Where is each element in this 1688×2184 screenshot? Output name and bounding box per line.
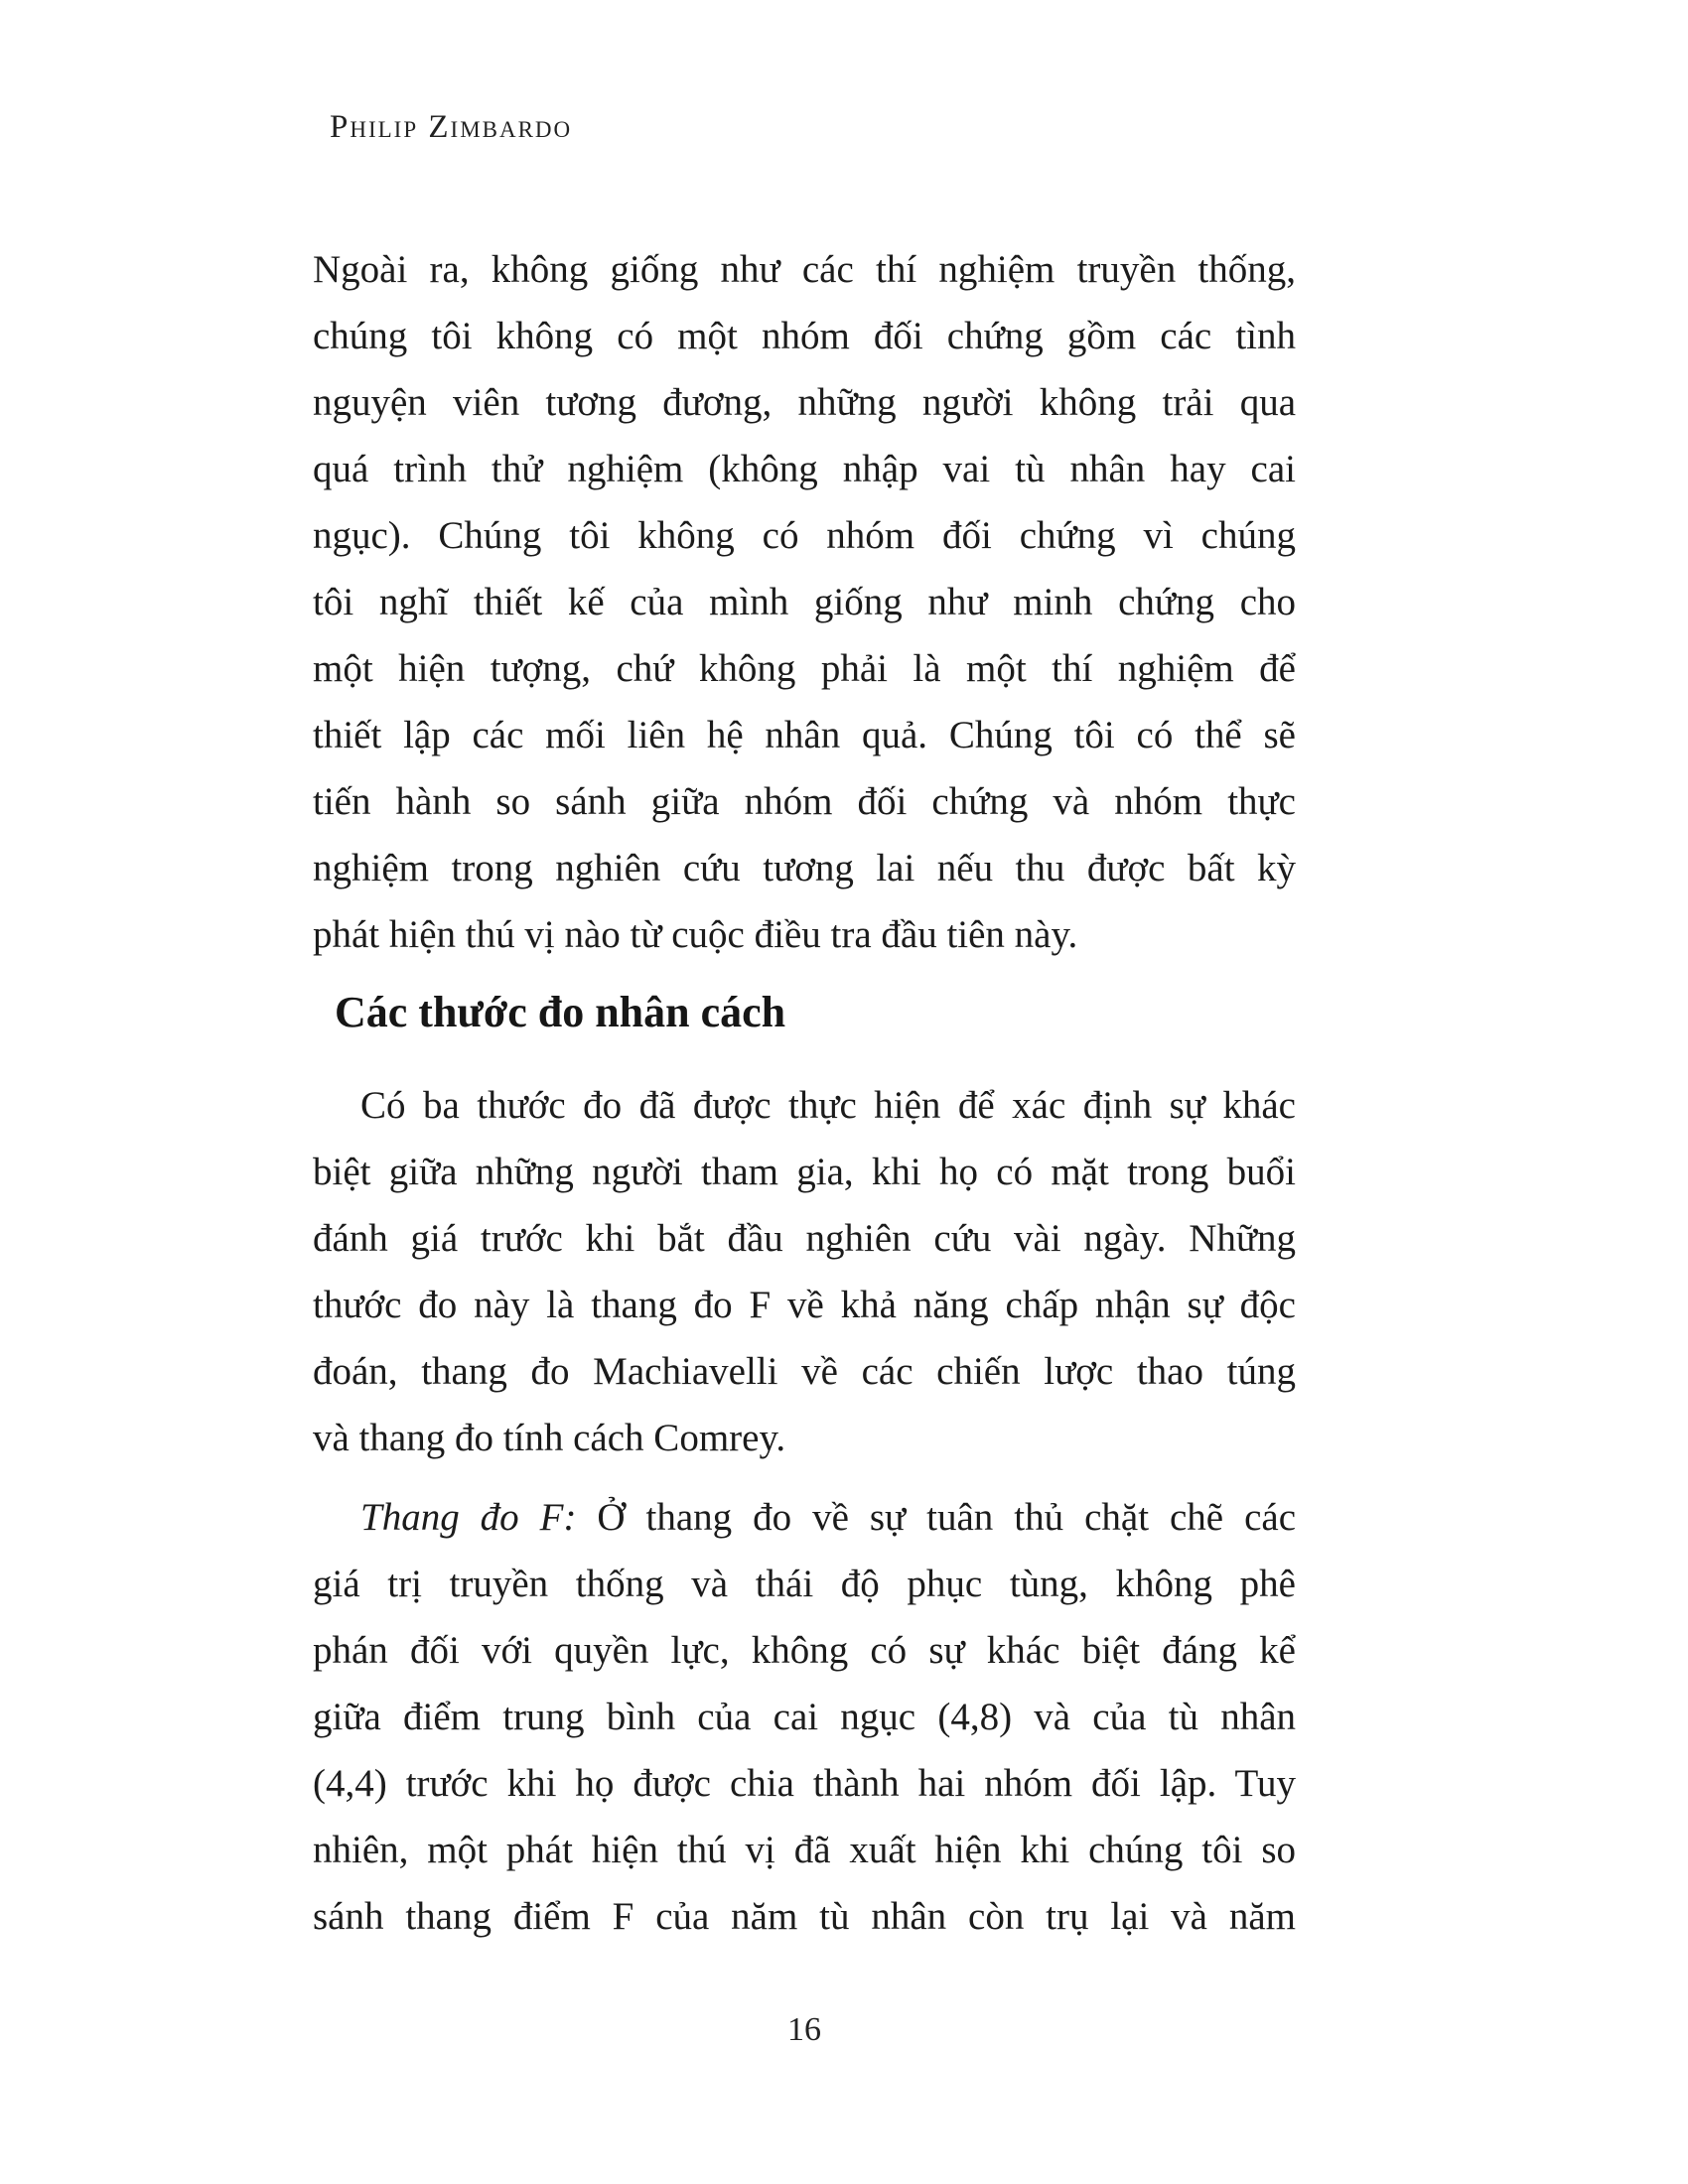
- page-number: 16: [787, 2011, 821, 2048]
- text-line: biệt giữa những người tham gia, khi họ có mặt trong buổi: [313, 1151, 1296, 1193]
- running-header: Philip Zimbardo: [330, 109, 573, 145]
- text-line: đánh giá trước khi bắt đầu nghiên cứu vài ngày. Những: [313, 1217, 1296, 1260]
- paragraph-1: [313, 236, 1296, 968]
- text-line: nghiệm trong nghiên cứu tương lai nếu thu được bất kỳ: [313, 847, 1296, 889]
- text-line: ngục). Chúng tôi không có nhóm đối chứng vì chúng: [313, 514, 1296, 557]
- text-line: tôi nghĩ thiết kế của mình giống như minh chứng cho: [313, 581, 1296, 623]
- paragraph-2: [313, 1072, 1296, 1471]
- text-line: sánh thang điểm F của năm tù nhân còn trụ lại và năm: [313, 1895, 1296, 1938]
- section-heading: Các thước đo nhân cách: [335, 988, 786, 1036]
- text-line: một hiện tượng, chứ không phải là một thí nghiệm để: [313, 647, 1296, 690]
- paragraph-3: [313, 1484, 1296, 1950]
- text-line: giá trị truyền thống và thái độ phục tùng, không phê: [313, 1563, 1296, 1605]
- text-line: Có ba thước đo đã được thực hiện để xác định sự khác: [360, 1084, 1296, 1127]
- text-line: Thang đo F: Ở thang đo về sự tuân thủ chặt chẽ các: [360, 1496, 1297, 1539]
- text-line: phán đối với quyền lực, không có sự khác biệt đáng kể: [313, 1629, 1296, 1672]
- text-line: thước đo này là thang đo F về khả năng chấp nhận sự độc: [313, 1284, 1296, 1326]
- text-line: quá trình thử nghiệm (không nhập vai tù nhân hay cai: [313, 448, 1296, 490]
- text-line: thiết lập các mối liên hệ nhân quả. Chúng tôi có thể sẽ: [313, 714, 1296, 756]
- text-line: đoán, thang đo Machiavelli về các chiến lược thao túng: [313, 1350, 1296, 1393]
- text-line: Ngoài ra, không giống như các thí nghiệm truyền thống,: [313, 248, 1296, 291]
- text-line: giữa điểm trung bình của cai ngục (4,8) và của tù nhân: [313, 1696, 1296, 1738]
- text-line: (4,4) trước khi họ được chia thành hai nhóm đối lập. Tuy: [313, 1762, 1296, 1805]
- text-line: nguyện viên tương đương, những người không trải qua: [313, 381, 1296, 424]
- text-line: và thang đo tính cách Comrey.: [313, 1417, 786, 1459]
- italic-lead-in: Thang đo F:: [360, 1496, 577, 1539]
- text-line: phát hiện thú vị nào từ cuộc điều tra đầu tiên này.: [313, 913, 1078, 956]
- text-line: chúng tôi không có một nhóm đối chứng gồm các tình: [313, 315, 1296, 357]
- text-line: nhiên, một phát hiện thú vị đã xuất hiện khi chúng tôi so: [313, 1829, 1296, 1871]
- text-line: tiến hành so sánh giữa nhóm đối chứng và nhóm thực: [313, 780, 1296, 823]
